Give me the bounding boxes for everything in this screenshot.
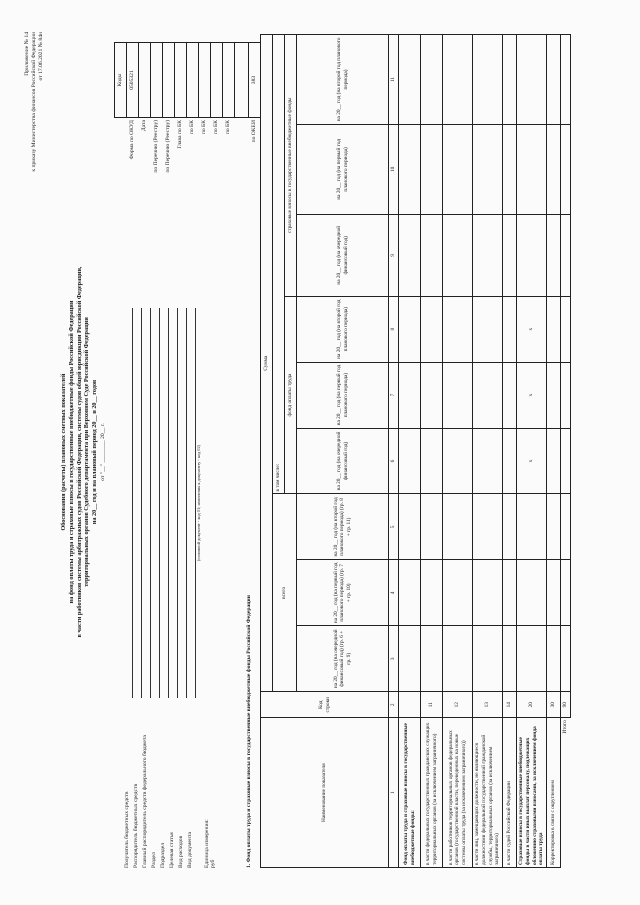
value-cell xyxy=(517,124,547,214)
codes-value-cell xyxy=(211,43,223,118)
row-code: 13 xyxy=(473,692,503,718)
value-cell xyxy=(547,428,561,494)
codes-value-cell xyxy=(139,43,151,118)
header-total-y1: на 20__ год (на очередной финансовый год) (гр. 6 + гр. 9) xyxy=(297,626,389,692)
codes-form-code: 0505321 xyxy=(127,43,139,118)
value-cell: x xyxy=(517,362,547,428)
codes-value-cell xyxy=(163,43,175,118)
codes-row-label: по БК xyxy=(201,120,207,135)
document-title xyxy=(60,82,99,822)
header-fot: фонд оплаты труда xyxy=(285,296,297,494)
row-name: Корректировка в связи с округлением xyxy=(547,718,561,868)
row-name: Фонд оплаты труда и страховые взносы в государственные внебюджетные фонды: xyxy=(399,718,421,868)
codes-value-cell xyxy=(151,43,163,118)
codes-row-label: Глава по БК xyxy=(177,120,183,149)
value-cell xyxy=(421,124,443,214)
value-cell xyxy=(443,494,473,560)
value-cell xyxy=(547,626,561,692)
value-cell xyxy=(443,296,473,362)
title-line-4: территориальных органов Судебного департамента при Верховном Суде Российской Федерации xyxy=(83,317,91,587)
value-cell xyxy=(547,362,561,428)
header-ins-y2: на 20__ год (на первый год планового периода) xyxy=(297,124,389,214)
codes-block xyxy=(114,42,261,242)
units-label: Единица измерения: xyxy=(203,819,210,868)
value-cell xyxy=(547,494,561,560)
value-cell xyxy=(443,560,473,626)
value-cell xyxy=(399,124,421,214)
value-cell xyxy=(547,560,561,626)
value-cell xyxy=(473,35,503,125)
codes-row-label: по Перечню (Реестру) xyxy=(165,120,171,173)
value-cell xyxy=(473,296,503,362)
value-cell xyxy=(503,494,517,560)
requisite-row xyxy=(160,308,169,868)
requisite-row xyxy=(151,308,160,868)
value-cell xyxy=(547,35,561,125)
value-cell xyxy=(561,296,571,362)
appendix-line-2: к приказу Министерства финансов Российской Федерации xyxy=(30,32,37,172)
value-cell xyxy=(561,35,571,125)
value-cell xyxy=(443,35,473,125)
doc-type-note: (основной документ - код 01; изменения к документу - код 02) xyxy=(196,444,201,562)
table-row xyxy=(421,35,443,868)
header-fot-y2: на 20__ год (на первый год планового периода) xyxy=(297,362,389,428)
requisite-row xyxy=(187,308,196,868)
value-cell xyxy=(547,214,561,296)
value-cell xyxy=(399,296,421,362)
value-cell xyxy=(399,560,421,626)
value-cell xyxy=(473,124,503,214)
value-cell xyxy=(517,626,547,692)
value-cell xyxy=(473,428,503,494)
header-total-y3: на 20__ год (на второй год планового периода) (гр. 8 + гр. 11) xyxy=(297,494,389,560)
rotated-form-page xyxy=(20,22,620,882)
value-cell xyxy=(561,362,571,428)
appendix-line-3: от 17.06.2021 № 84н xyxy=(37,32,44,81)
value-cell xyxy=(443,626,473,692)
row-name: Итого xyxy=(562,720,569,734)
codes-value-cell xyxy=(235,43,249,118)
column-number: 1 xyxy=(389,718,399,868)
column-numbers-row xyxy=(389,35,399,868)
value-cell xyxy=(399,35,421,125)
units-value: руб xyxy=(210,859,217,868)
requisite-row xyxy=(142,308,151,868)
value-cell xyxy=(517,35,547,125)
appendix-header xyxy=(24,32,45,292)
codes-value-cell xyxy=(187,43,199,118)
codes-row-label: по БК xyxy=(225,120,231,135)
row-code: 12 xyxy=(443,692,473,718)
value-cell xyxy=(503,35,517,125)
header-name: Наименование показателя xyxy=(261,718,389,868)
row-code: 11 xyxy=(421,692,443,718)
column-number: 10 xyxy=(389,124,399,214)
value-cell xyxy=(503,428,517,494)
value-cell xyxy=(399,362,421,428)
codes-okei-label: по ОКЕИ xyxy=(251,120,257,143)
header-fot-y1: на 20__ год (на очередной финансовый год) xyxy=(297,428,389,494)
value-cell: x xyxy=(517,296,547,362)
codes-header: Коды xyxy=(115,43,127,118)
value-cell xyxy=(561,626,571,692)
header-code: Код строки xyxy=(261,692,389,718)
requisite-label: Целевая статья xyxy=(169,832,175,868)
row-name: в части судей Российской Федерации xyxy=(503,718,517,868)
title-line-5: на 20__ год и на плановый период 20__ и 20__ годов xyxy=(91,379,98,525)
requisites-block xyxy=(124,308,217,868)
requisite-label: Раздел xyxy=(151,852,157,868)
requisite-label: Распорядитель бюджетных средств xyxy=(133,783,139,868)
header-fot-y3: на 20__ год (на второй год планового периода) xyxy=(297,296,389,362)
main-table xyxy=(260,34,571,868)
codes-row-label: по БК xyxy=(213,120,219,135)
value-cell xyxy=(473,626,503,692)
table-row xyxy=(443,35,473,868)
codes-value-cell xyxy=(199,43,211,118)
requisite-row xyxy=(124,308,133,868)
value-cell xyxy=(503,626,517,692)
section-title: 1. Фонд оплаты труда и страховые взносы в государственные внебюджетные фонды Российской Федерации xyxy=(246,595,252,868)
value-cell xyxy=(443,362,473,428)
row-code: 14 xyxy=(503,692,517,718)
value-cell xyxy=(443,214,473,296)
column-number: 9 xyxy=(389,214,399,296)
value-cell xyxy=(421,362,443,428)
column-number: 2 xyxy=(389,692,399,718)
value-cell xyxy=(421,494,443,560)
value-cell xyxy=(421,428,443,494)
title-line-1: Обоснования (расчеты) плановых сметных показателей xyxy=(60,373,67,531)
requisite-label: Подраздел xyxy=(160,842,166,868)
value-cell xyxy=(517,214,547,296)
value-cell xyxy=(473,560,503,626)
requisite-row xyxy=(133,308,142,868)
value-cell xyxy=(473,214,503,296)
row-code xyxy=(399,692,421,718)
codes-row-label: по Перечню (Реестру) xyxy=(153,120,159,173)
requisite-label: Вид расходов xyxy=(178,835,184,868)
document-date: от "__" ________ 20__ г. xyxy=(100,423,106,481)
title-line-2: на фонд оплаты труда и страховые взносы в государственные внебюджетные фонды Российской Федерации xyxy=(67,300,75,604)
appendix-line-1: Приложение № 14 xyxy=(24,32,30,76)
header-total: всего xyxy=(273,494,297,692)
column-number: 7 xyxy=(389,362,399,428)
title-line-3: в части работников системы арбитражных судов Российской Федерации, системы судов общей юрисдикции Российской Федерации, xyxy=(75,266,83,638)
units-row xyxy=(204,308,211,868)
requisite-row xyxy=(169,308,178,868)
value-cell xyxy=(517,494,547,560)
table-row xyxy=(503,35,517,868)
row-name: в части лиц, замещающих должности, не являющиеся должностями федеральной государственной гражданской службы, территориальных органов (за исключением заграничного) xyxy=(473,718,503,868)
value-cell xyxy=(503,214,517,296)
column-number: 4 xyxy=(389,560,399,626)
header-including: в том числе: xyxy=(273,35,285,494)
row-name: в части работников территориальных органов федеральных органов (государственной власти, переведенных на новые системы оплаты труда (за исключением заграничного)) xyxy=(443,718,473,868)
row-code: 30 xyxy=(547,692,561,718)
value-cell xyxy=(443,124,473,214)
value-cell xyxy=(399,626,421,692)
value-cell xyxy=(561,124,571,214)
value-cell xyxy=(421,560,443,626)
value-cell xyxy=(517,560,547,626)
column-number: 3 xyxy=(389,626,399,692)
requisite-row xyxy=(178,308,187,868)
header-sum: Сумма xyxy=(261,35,273,692)
codes-form-label: Форма по ОКУД xyxy=(129,120,135,160)
value-cell xyxy=(547,296,561,362)
column-number: 5 xyxy=(389,494,399,560)
codes-value-cell xyxy=(175,43,187,118)
value-cell xyxy=(503,560,517,626)
value-cell xyxy=(561,214,571,296)
codes-value-cell xyxy=(223,43,235,118)
value-cell xyxy=(547,124,561,214)
table-row xyxy=(399,35,421,868)
value-cell xyxy=(473,362,503,428)
table-row xyxy=(517,35,547,868)
table-row xyxy=(473,35,503,868)
column-number: 11 xyxy=(389,35,399,125)
header-insurance: страховые взносы в государственные внебюджетные фонды xyxy=(285,35,297,297)
column-number: 8 xyxy=(389,296,399,362)
table-row xyxy=(547,35,561,868)
codes-row-label: по БК xyxy=(189,120,195,135)
column-number: 6 xyxy=(389,428,399,494)
codes-row-label: Дата xyxy=(141,120,147,132)
table-row xyxy=(561,35,571,868)
requisite-label: Главный распорядитель средств федерального бюджета xyxy=(142,735,148,868)
header-ins-y3: на 20__ год (на второй год планового периода) xyxy=(297,35,389,125)
value-cell xyxy=(421,35,443,125)
row-code: 20 xyxy=(517,692,547,718)
value-cell xyxy=(399,214,421,296)
value-cell xyxy=(503,296,517,362)
value-cell xyxy=(421,626,443,692)
table-body xyxy=(399,35,571,868)
requisite-label: Получатель бюджетных средств xyxy=(124,791,130,868)
value-cell xyxy=(561,428,571,494)
value-cell xyxy=(503,362,517,428)
row-name: Страховые взносы в государственные внебюджетные фонды в части иных выплат персоналу, подлежащих обложению страховыми взносами, за исключением фонда оплаты труда xyxy=(517,718,547,868)
codes-okei-code: 383 xyxy=(249,43,261,118)
value-cell xyxy=(561,494,571,560)
value-cell xyxy=(561,560,571,626)
value-cell xyxy=(421,296,443,362)
codes-table xyxy=(114,42,261,242)
value-cell xyxy=(503,124,517,214)
value-cell xyxy=(399,428,421,494)
value-cell xyxy=(421,214,443,296)
value-cell: x xyxy=(517,428,547,494)
header-ins-y1: на 20__ год (на очередной финансовый год) xyxy=(297,214,389,296)
value-cell xyxy=(443,428,473,494)
value-cell xyxy=(473,494,503,560)
value-cell xyxy=(399,494,421,560)
requisite-label: Вид документа xyxy=(187,832,193,868)
row-name: в части федеральных государственных гражданских служащих территориальных органов (за исключением заграничного) xyxy=(421,718,443,868)
row-code: 90 xyxy=(561,692,571,718)
header-total-y2: на 20__ год (на первый год планового периода) (гр. 7 + гр. 10) xyxy=(297,560,389,626)
